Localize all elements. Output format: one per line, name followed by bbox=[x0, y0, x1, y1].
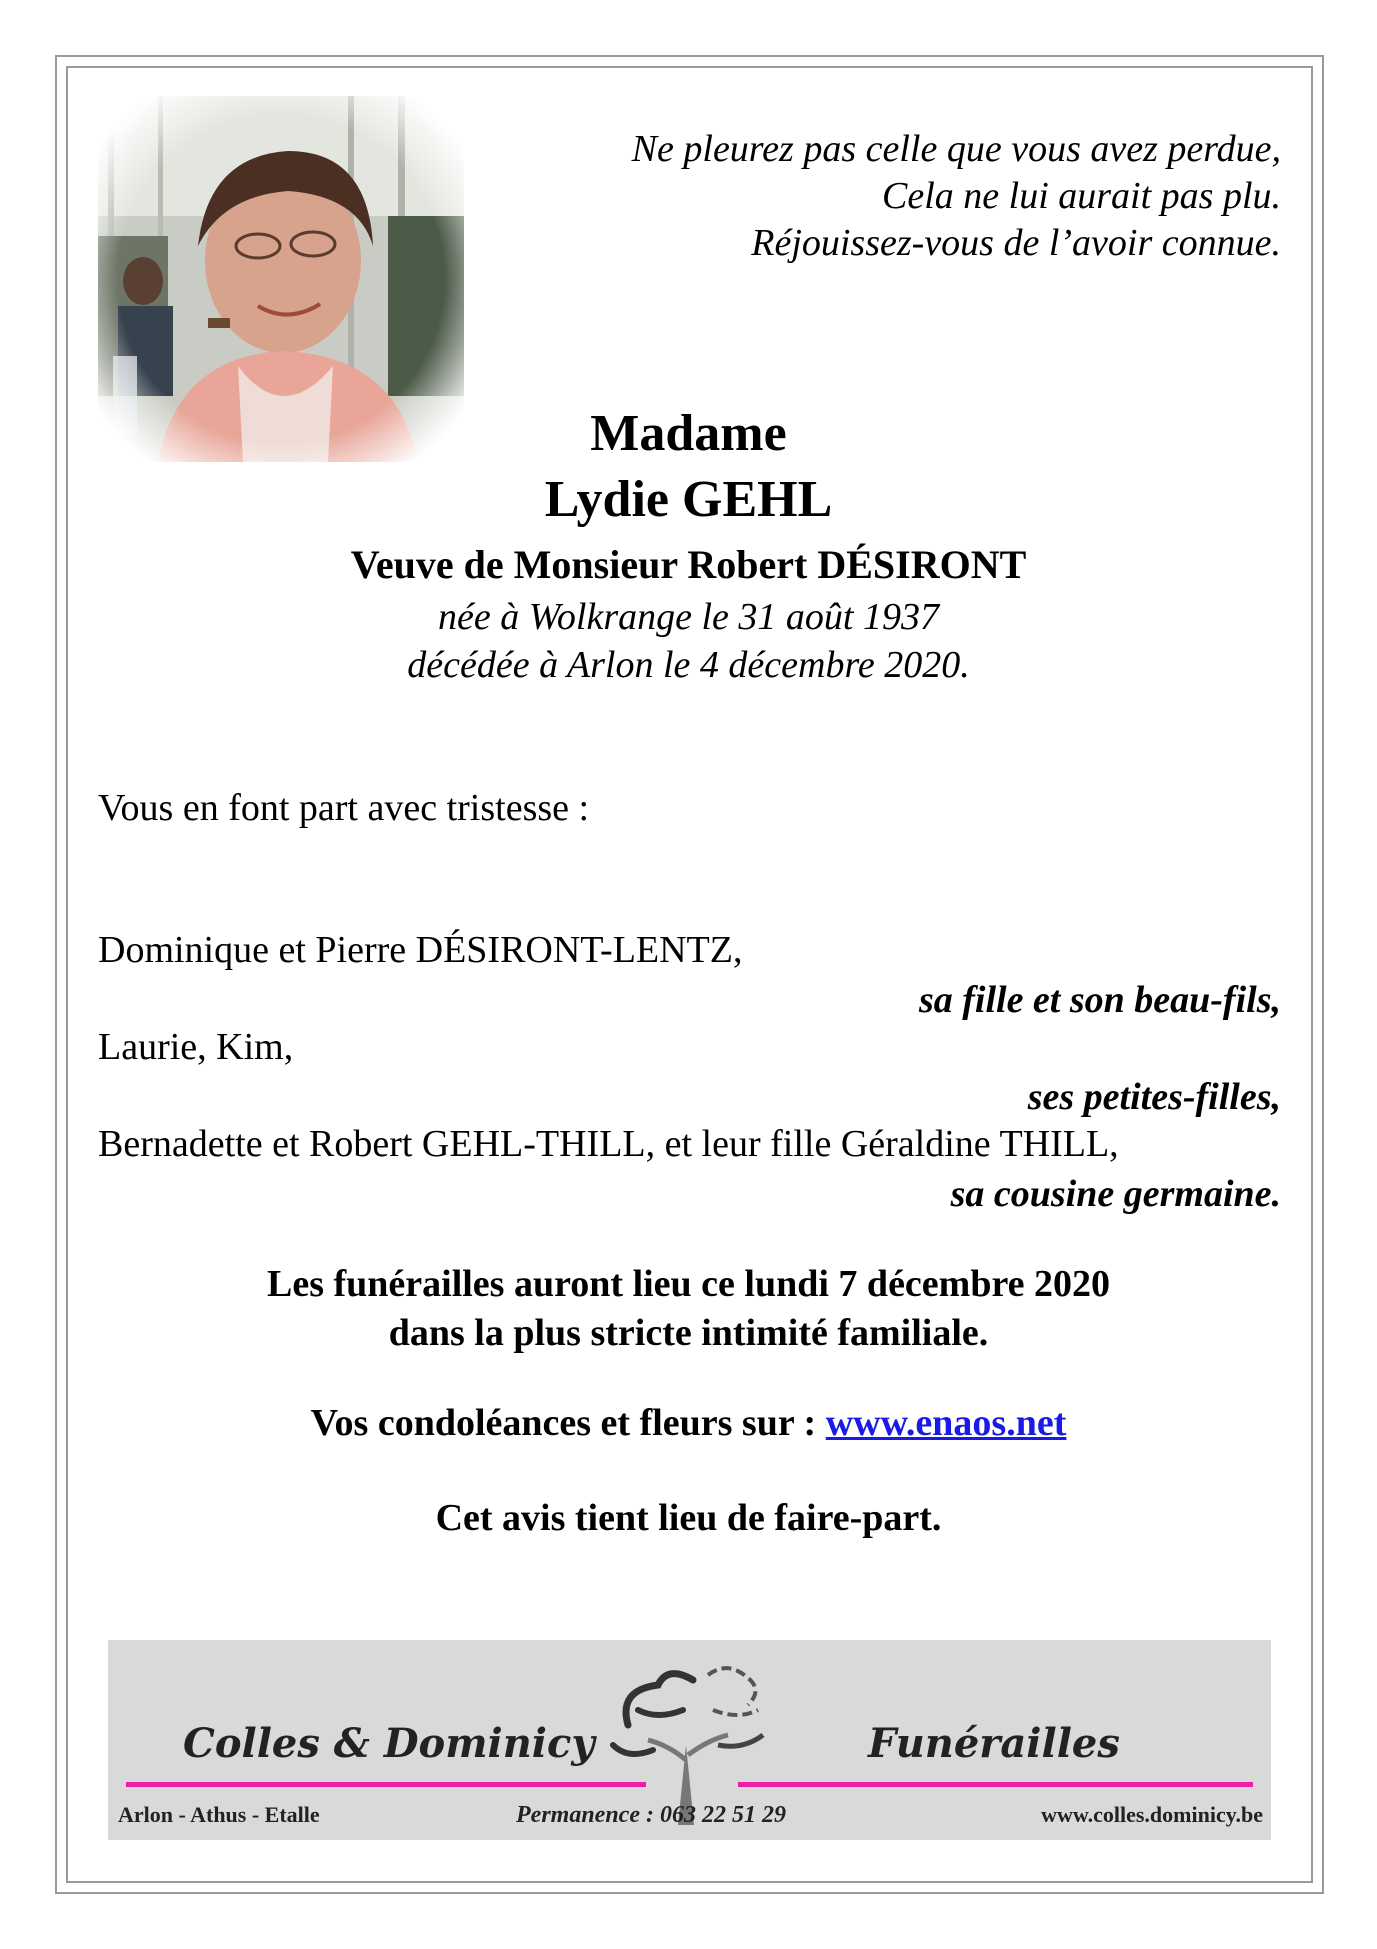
phone-text: Permanence : 063 22 51 29 bbox=[516, 1802, 786, 1828]
family-member-names: Laurie, Kim, bbox=[98, 1026, 294, 1068]
funeral-home-banner bbox=[108, 1640, 1271, 1840]
deceased-name: Lydie GEHL bbox=[544, 471, 833, 528]
notice-text: Cet avis tient lieu de faire-part. bbox=[435, 1497, 942, 1539]
quote-line-3: Réjouissez-vous de l’avoir connue. bbox=[751, 222, 1281, 264]
family-member-names: Bernadette et Robert GEHL-THILL, et leur fille Géraldine THILL, bbox=[98, 1123, 1119, 1165]
condolences-link[interactable]: www.enaos.net bbox=[825, 1402, 1067, 1444]
family-relation: sa fille et son beau-fils, bbox=[918, 979, 1281, 1021]
family-relation: sa cousine germaine. bbox=[950, 1173, 1281, 1215]
condolences-line bbox=[0, 1401, 1377, 1445]
deceased-title: Madame bbox=[590, 405, 787, 462]
accent-divider bbox=[126, 1782, 646, 1787]
website-text: www.colles.dominicy.be bbox=[1041, 1802, 1263, 1827]
quote-line-2: Cela ne lui aurait pas plu. bbox=[882, 175, 1281, 217]
funeral-privacy: dans la plus stricte intimité familiale. bbox=[388, 1312, 989, 1354]
family-member-names: Dominique et Pierre DÉSIRONT-LENTZ, bbox=[98, 929, 743, 971]
memorial-quote bbox=[521, 126, 1281, 267]
accent-divider bbox=[738, 1782, 1253, 1787]
birth-info: née à Wolkrange le 31 août 1937 bbox=[438, 596, 939, 638]
brand-tagline: Funérailles bbox=[868, 1720, 1120, 1767]
locations-text: Arlon - Athus - Etalle bbox=[118, 1802, 320, 1827]
family-relation: ses petites-filles, bbox=[1027, 1076, 1281, 1118]
death-info: décédée à Arlon le 4 décembre 2020. bbox=[407, 644, 970, 686]
funeral-date: Les funérailles auront lieu ce lundi 7 décembre 2020 bbox=[266, 1263, 1110, 1305]
condolences-text: Vos condoléances et fleurs sur : bbox=[310, 1402, 817, 1444]
quote-line-1: Ne pleurez pas celle que vous avez perdue, bbox=[631, 128, 1281, 170]
announcement-intro: Vous en font part avec tristesse : bbox=[98, 787, 590, 829]
widow-of: Veuve de Monsieur Robert DÉSIRONT bbox=[350, 542, 1027, 587]
brand-name: Colles & Dominicy bbox=[183, 1720, 595, 1767]
